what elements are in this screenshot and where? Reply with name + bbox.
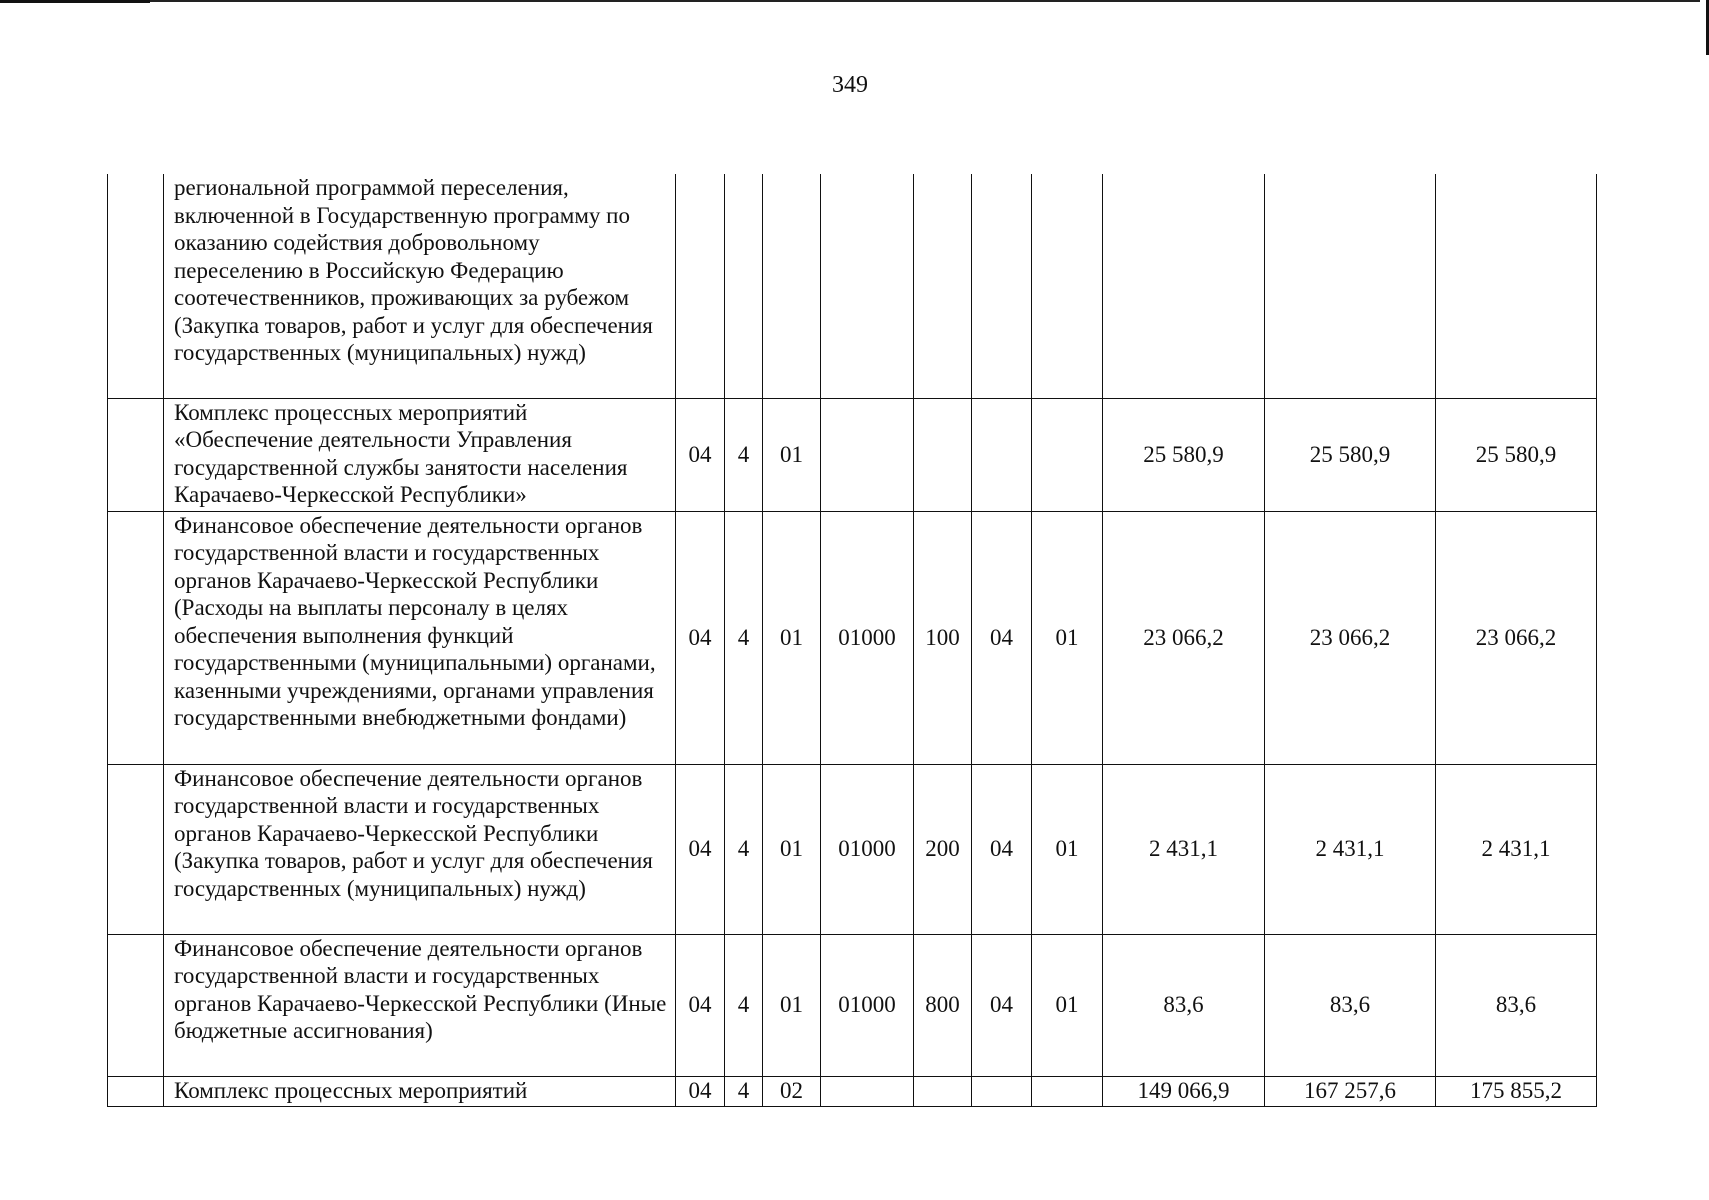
description-cell: Финансовое обеспечение деятельности органов государственной власти и государственных органов Карачаево-Черкесской Республики (Расходы на выплаты персоналу в целях обеспечения выполнения функций государственными (муниципальными) органами, казенными учреждениями, органами управления государственными внебюджетными фондами) xyxy=(164,511,676,764)
code-cell xyxy=(1032,398,1103,511)
amount-cell xyxy=(1103,174,1265,398)
code-cell: 4 xyxy=(725,764,763,934)
code-cell xyxy=(821,1076,914,1106)
amount-cell xyxy=(1436,174,1597,398)
description-cell: региональной программой переселения, включенной в Государственную программу по оказанию содействия добровольному переселению в Российскую Федерацию соотечественников, проживающих за рубежом (Закупка товаров, работ и услуг для обеспечения государственных (муниципальных) нужд) xyxy=(164,174,676,398)
amount-cell: 83,6 xyxy=(1265,934,1436,1076)
amount-cell: 149 066,9 xyxy=(1103,1076,1265,1106)
code-cell: 04 xyxy=(972,934,1032,1076)
code-cell xyxy=(763,174,821,398)
code-cell: 01000 xyxy=(821,511,914,764)
code-cell: 01 xyxy=(763,511,821,764)
code-cell xyxy=(1032,1076,1103,1106)
amount-cell: 167 257,6 xyxy=(1265,1076,1436,1106)
amount-cell: 25 580,9 xyxy=(1436,398,1597,511)
code-cell: 01000 xyxy=(821,764,914,934)
code-cell xyxy=(972,398,1032,511)
budget-table xyxy=(107,174,1597,1107)
code-cell: 04 xyxy=(676,764,725,934)
amount-cell: 2 431,1 xyxy=(1265,764,1436,934)
table-row xyxy=(108,1076,1597,1106)
code-cell: 100 xyxy=(914,511,972,764)
index-cell xyxy=(108,398,164,511)
code-cell xyxy=(1032,174,1103,398)
amount-cell: 25 580,9 xyxy=(1103,398,1265,511)
amount-cell: 175 855,2 xyxy=(1436,1076,1597,1106)
code-cell: 02 xyxy=(763,1076,821,1106)
code-cell xyxy=(914,174,972,398)
description-cell: Комплекс процессных мероприятий «Обеспечение деятельности Управления государственной службы занятости населения Карачаево-Черкесской Республики» xyxy=(164,398,676,511)
code-cell: 01 xyxy=(1032,934,1103,1076)
index-cell xyxy=(108,764,164,934)
amount-cell: 23 066,2 xyxy=(1103,511,1265,764)
code-cell xyxy=(725,174,763,398)
table-row xyxy=(108,934,1597,1076)
code-cell: 200 xyxy=(914,764,972,934)
index-cell xyxy=(108,934,164,1076)
code-cell: 04 xyxy=(972,511,1032,764)
index-cell xyxy=(108,511,164,764)
code-cell xyxy=(676,174,725,398)
table-row xyxy=(108,511,1597,764)
description-cell: Финансовое обеспечение деятельности органов государственной власти и государственных органов Карачаево-Черкесской Республики (Закупка товаров, работ и услуг для обеспечения государственных (муниципальных) нужд) xyxy=(164,764,676,934)
code-cell: 01 xyxy=(763,764,821,934)
amount-cell xyxy=(1265,174,1436,398)
code-cell: 01 xyxy=(1032,764,1103,934)
amount-cell: 83,6 xyxy=(1436,934,1597,1076)
scan-top-border xyxy=(0,0,1700,2)
description-cell: Комплекс процессных мероприятий xyxy=(164,1076,676,1106)
amount-cell: 2 431,1 xyxy=(1103,764,1265,934)
index-cell xyxy=(108,174,164,398)
description-cell: Финансовое обеспечение деятельности органов государственной власти и государственных органов Карачаево-Черкесской Республики (Иные бюджетные ассигнования) xyxy=(164,934,676,1076)
code-cell: 04 xyxy=(676,1076,725,1106)
code-cell: 04 xyxy=(676,934,725,1076)
amount-cell: 83,6 xyxy=(1103,934,1265,1076)
code-cell xyxy=(914,398,972,511)
code-cell: 01 xyxy=(1032,511,1103,764)
code-cell: 01 xyxy=(763,934,821,1076)
code-cell xyxy=(821,174,914,398)
amount-cell: 2 431,1 xyxy=(1436,764,1597,934)
code-cell: 4 xyxy=(725,511,763,764)
table-row xyxy=(108,764,1597,934)
code-cell xyxy=(972,174,1032,398)
amount-cell: 25 580,9 xyxy=(1265,398,1436,511)
scan-top-left-mark xyxy=(0,0,150,3)
table-row xyxy=(108,398,1597,511)
code-cell xyxy=(972,1076,1032,1106)
code-cell: 4 xyxy=(725,934,763,1076)
code-cell: 01000 xyxy=(821,934,914,1076)
code-cell: 04 xyxy=(676,511,725,764)
code-cell: 4 xyxy=(725,1076,763,1106)
code-cell xyxy=(914,1076,972,1106)
code-cell: 4 xyxy=(725,398,763,511)
code-cell: 800 xyxy=(914,934,972,1076)
code-cell: 04 xyxy=(972,764,1032,934)
table-row xyxy=(108,174,1597,398)
code-cell xyxy=(821,398,914,511)
amount-cell: 23 066,2 xyxy=(1265,511,1436,764)
page-number: 349 xyxy=(832,72,868,98)
code-cell: 04 xyxy=(676,398,725,511)
amount-cell: 23 066,2 xyxy=(1436,511,1597,764)
index-cell xyxy=(108,1076,164,1106)
code-cell: 01 xyxy=(763,398,821,511)
